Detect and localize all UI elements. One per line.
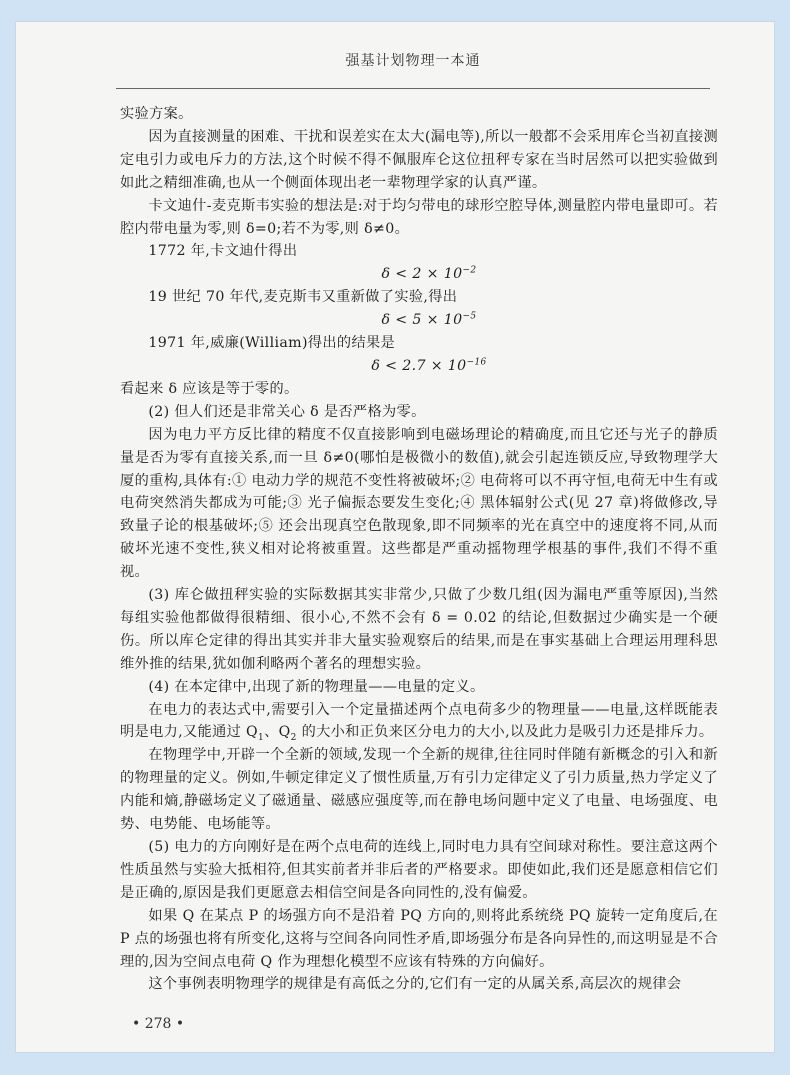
paragraph: 在物理学中,开辟一个全新的领域,发现一个全新的规律,往往同时伴随有新概念的引入和新的物理量的定义。例如,牛顿定律定义了惯性质量,万有引力定律定义了引力质量,热力学定义了内能和熵,静磁场定义了磁通量、磁感应强度等,而在静电场问题中定义了电量、电场强度、电势、电势能、电场能等。 <box>120 747 718 833</box>
running-title: 强基计划物理一本通 <box>345 53 481 69</box>
paragraph: 如果 Q 在某点 P 的场强方向不是沿着 PQ 方向的,则将此系统绕 PQ 旋转一定角度后,在 P 点的场强也将有所变化,这将与空间各向同性矛盾,即场强分布是各向异性的,而这明显是不合理的,因为空间点电荷 Q 作为理想化模型不应该有特殊的方向偏好。 <box>120 907 718 970</box>
paragraph: (2) 但人们还是非常关心 δ 是否严格为零。 <box>148 403 426 420</box>
paragraph: 看起来 δ 应该是等于零的。 <box>120 380 299 397</box>
book-page <box>16 22 774 1052</box>
formula-1870s: $\delta < 5 \times 10^{-5}$ <box>381 311 477 329</box>
paragraph: (5) 电力的方向刚好是在两个点电荷的连线上,同时电力具有空间球对称性。要注意这两个性质虽然与实验大抵相符,但其实前者并非后者的严格要求。即使如此,我们还是愿意相信它们是正确的,原因是我们更愿意去相信空间是各向同性的,没有偏爱。 <box>120 839 718 901</box>
paragraph: 这个事例表明物理学的规律是有高低之分的,它们有一定的从属关系,高层次的规律会 <box>148 976 682 993</box>
paragraph: 1772 年,卡文迪什得出 <box>148 243 298 260</box>
page-body <box>120 103 718 996</box>
paragraph: (3) 库仑做扭秤实验的实际数据其实非常少,只做了少数几组(因为漏电严重等原因),当然每组实验他都做得很精细、很小心,不然不会有 δ = 0.02 的结论,但数据过少确实是一个硬伤。所以库仑定律的得出其实并非大量实验观察后的结果,而是在事实基础上合理运用理科思维外推的结果,犹如伽利略两个著名的理想实验。 <box>120 587 718 672</box>
paragraph: (4) 在本定律中,出现了新的物理量——电量的定义。 <box>148 678 485 695</box>
paragraph: 19 世纪 70 年代,麦克斯韦又重新做了实验,得出 <box>148 289 458 306</box>
paragraph: 卡文迪什-麦克斯韦实验的想法是:对于均匀带电的球形空腔导体,测量腔内带电量即可。若腔内带电量为零,则 δ=0;若不为零,则 δ≠0。 <box>120 197 718 237</box>
paragraph: 因为电力平方反比律的精度不仅直接影响到电磁场理论的精确度,而且它还与光子的静质量是否为零有直接关系,而一旦 δ≠0(哪怕是极微小的数值),就会引起连锁反应,导致物理学大厦的重构,具体有:① 电动力学的规范不变性将被破坏;② 电荷将可以不再守恒,电荷无中生有或电荷突然消失都成为可能;③ 光子偏振态要发生变化;④ 黑体辐射公式(见 27 章)将做修改,导致量子论的根基破坏;⑤ 还会出现真空色散现象,即不同频率的光在真空中的速度将不同,从而破坏光速不变性,狭义相对论将被重置。这些都是严重动摇物理学根基的事件,我们不得不重视。 <box>120 426 718 581</box>
paragraph: 因为直接测量的困难、干扰和误差实在太大(漏电等),所以一般都不会采用库仑当初直接测定电引力或电斥力的方法,这个时候不得不佩服库仑这位扭秤专家在当时居然可以把实验做到如此之精细准确,也从一个侧面体现出老一辈物理学家的认真严谨。 <box>120 128 718 191</box>
paragraph: 在电力的表达式中,需要引入一个定量描述两个点电荷多少的物理量——电量,这样既能表明是电力,又能通过 $Q_1$、$Q_2$ 的大小和正负来区分电力的大小,以及此力是吸引力还是排斥力。 <box>120 701 718 744</box>
formula-1971: $\delta < 2.7 \times 10^{-16}$ <box>371 357 487 374</box>
page-number: • 278 • <box>132 1016 185 1032</box>
formula-1772: $\delta < 2 \times 10^{-2}$ <box>381 265 477 283</box>
paragraph: 1971 年,威廉(William)得出的结果是 <box>148 335 396 352</box>
header-rule <box>116 88 710 89</box>
paragraph: 实验方案。 <box>120 106 193 122</box>
